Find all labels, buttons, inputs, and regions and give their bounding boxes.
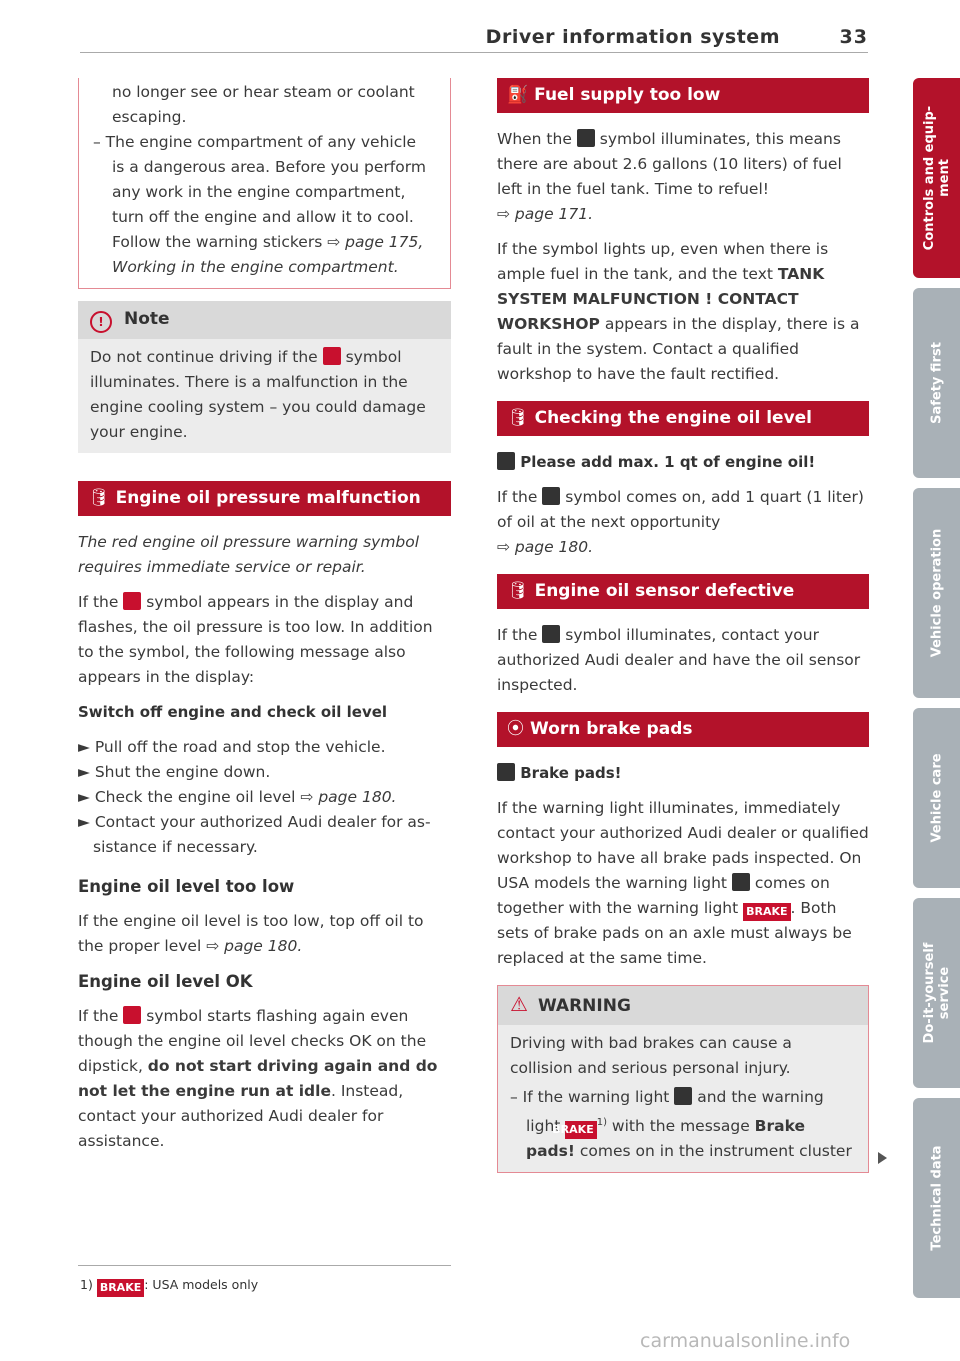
- header-title: Driver information system: [485, 26, 780, 48]
- watermark: carmanualsonline.info: [640, 1330, 851, 1352]
- warning-triangle-icon: ⚠: [510, 992, 528, 1016]
- brake-warning-icon: BRAKE: [565, 1121, 596, 1139]
- footnote: 1) BRAKE : USA models only: [80, 1277, 258, 1297]
- bullet-item: ► Contact your authorized Audi dealer for as-: [78, 813, 431, 831]
- footnote-rule: [78, 1265, 451, 1266]
- page-number: 33: [839, 26, 868, 48]
- warning-title: WARNING: [537, 996, 631, 1016]
- oil-level-icon: [542, 487, 560, 505]
- tab-diy-service[interactable]: Do-it-yourself service: [913, 898, 960, 1088]
- page-header: [80, 24, 868, 53]
- fuel-pump-icon: [577, 129, 595, 147]
- subheading: Engine oil level too low: [78, 877, 295, 896]
- paragraph: If the symbol starts flashing again even though the engine oil level checks OK on the dipstick, do not start driving again and do not let the engine run at idle. Instead, contact your authorized Audi dealer for assistance.: [78, 1007, 438, 1150]
- display-message: Please add max. 1 qt of engine oil!: [497, 450, 869, 475]
- box-line: Follow the warning stickers ⇨ page 175,: [112, 233, 424, 251]
- note-line: illuminates. There is a malfunction in the: [90, 373, 408, 391]
- section-heading-oil-sensor: 🛢 Engine oil sensor defective: [497, 574, 869, 609]
- tab-vehicle-care[interactable]: Vehicle care: [913, 708, 960, 888]
- oil-pressure-icon: [123, 1006, 141, 1024]
- page-link[interactable]: ⇨ page 180.: [497, 538, 594, 556]
- section-heading-oil-pressure: 🛢 Engine oil pressure malfunction: [78, 481, 451, 516]
- paragraph: If the symbol illuminates, contact your authorized Audi dealer and have the oil sensor inspected.: [497, 626, 861, 694]
- brake-warning-icon: BRAKE: [743, 903, 790, 921]
- tab-safety[interactable]: Safety first: [913, 288, 960, 478]
- note-header: [78, 301, 451, 339]
- tab-technical-data[interactable]: Technical data: [913, 1098, 960, 1298]
- paragraph: If the warning light illuminates, immediately contact your authorized Audi dealer or qualified workshop to have all brake pads inspected. On USA models the warning light comes on together with the warning light BRAKE . Both sets of brake pads on an axle must always be replaced at the same time.: [497, 799, 869, 967]
- section-heading-oil-level: 🛢 Checking the engine oil level: [497, 401, 869, 436]
- box-line: – The engine compartment of any vehicle: [93, 133, 417, 151]
- warning-body: [498, 1025, 868, 1172]
- page-link[interactable]: ⇨ page 171.: [497, 205, 594, 223]
- warning-text: Driving with bad brakes can cause a collision and serious personal injury.: [510, 1034, 792, 1077]
- coolant-warning-icon: [323, 347, 341, 365]
- oil-can-icon: 🛢: [88, 488, 110, 508]
- brake-pad-icon: [497, 763, 515, 781]
- oil-can-icon: 🛢: [507, 408, 529, 428]
- paragraph: If the symbol appears in the display and flashes, the oil pressure is too low. In addition to the symbol, the following message also appears in the display:: [78, 593, 433, 686]
- box-line: escaping.: [112, 108, 187, 126]
- note-body: [78, 339, 451, 453]
- bullet-item-cont: sistance if necessary.: [93, 838, 258, 856]
- note-title: Note: [124, 309, 170, 329]
- page-link[interactable]: ⇨ page 175,: [327, 233, 424, 251]
- tab-controls[interactable]: Controls and equip- ment: [913, 78, 960, 278]
- warning-item: – If the warning light and the warning light BRAKE$^{1)}$ with the message Brake pads! comes on in the instrument cluster: [510, 1088, 852, 1161]
- oil-sensor-icon: [542, 625, 560, 643]
- note-line: your engine.: [90, 423, 188, 441]
- page-link[interactable]: ⇨ page 180.: [300, 788, 397, 806]
- display-message: Brake pads!: [497, 761, 869, 786]
- bullet-item: ► Shut the engine down.: [78, 763, 271, 781]
- note-line: Do not continue driving if the symbol: [90, 348, 402, 366]
- info-icon: !: [90, 311, 112, 333]
- box-line: is a dangerous area. Before you perform: [112, 158, 426, 176]
- bullet-item: ► Check the engine oil level ⇨ page 180.: [78, 788, 397, 806]
- brake-pad-icon: [674, 1087, 692, 1105]
- bullet-item: ► Pull off the road and stop the vehicle.: [78, 738, 386, 756]
- warning-box: [497, 985, 869, 1173]
- paragraph: If the symbol lights up, even when there is ample fuel in the tank, and the text TANK SYSTEM MALFUNCTION ! CONTACT WORKSHOP appears in the display, there is a fault in the system. Contact a qualified workshop to have the fault rectified.: [497, 240, 860, 383]
- page-link[interactable]: ⇨ page 180.: [206, 937, 303, 955]
- tab-vehicle-operation[interactable]: Vehicle operation: [913, 488, 960, 698]
- oil-pressure-icon: [123, 592, 141, 610]
- continue-arrow-icon: [878, 1152, 887, 1164]
- brake-pad-icon: ⦿: [507, 719, 524, 739]
- page-link[interactable]: Working in the engine compartment.: [112, 258, 399, 276]
- box-line: turn off the engine and allow it to cool.: [112, 208, 414, 226]
- note-box: [78, 301, 451, 453]
- box-line: no longer see or hear steam or coolant: [112, 83, 415, 101]
- brake-pad-icon: [732, 873, 750, 891]
- paragraph: When the symbol illuminates, this means there are about 2.6 gallons (10 liters) of fuel left in the fuel tank. Time to refuel! ⇨ page 171.: [497, 130, 842, 223]
- right-column: [497, 78, 869, 1173]
- section-heading-brake-pads: ⦿ Worn brake pads: [497, 712, 869, 747]
- oil-level-icon: [497, 452, 515, 470]
- brake-warning-icon: BRAKE: [97, 1279, 144, 1297]
- warning-continuation-box: [78, 78, 451, 289]
- display-message: Switch off engine and check oil level: [78, 703, 388, 721]
- note-line: engine cooling system – you could damage: [90, 398, 426, 416]
- section-intro: The red engine oil pressure warning symbol requires immediate service or repair.: [78, 533, 420, 576]
- box-line: any work in the engine compartment,: [112, 183, 406, 201]
- warning-header: [498, 986, 868, 1025]
- oil-sensor-icon: 🛢: [507, 581, 529, 601]
- fuel-pump-icon: ⛽: [507, 85, 529, 105]
- paragraph: If the symbol comes on, add 1 quart (1 liter) of oil at the next opportunity ⇨ page 180.: [497, 488, 864, 556]
- section-heading-fuel: ⛽ Fuel supply too low: [497, 78, 869, 113]
- paragraph: If the engine oil level is too low, top off oil to the proper level ⇨ page 180.: [78, 912, 424, 955]
- left-column: [78, 78, 451, 1164]
- subheading: Engine oil level OK: [78, 972, 253, 991]
